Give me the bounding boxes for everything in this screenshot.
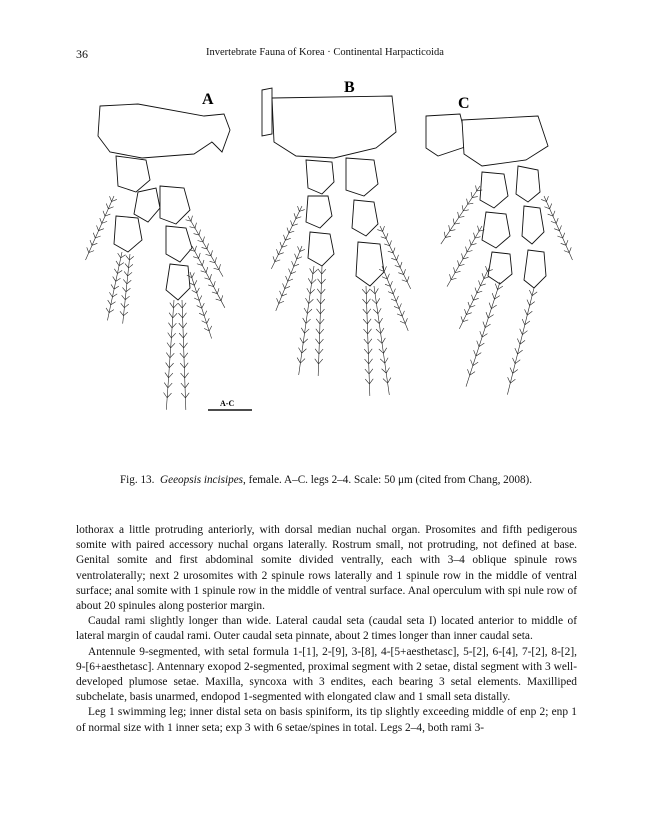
panel-label-c: C [458,95,470,112]
panel-label-b: B [344,79,355,96]
caption-prefix: Fig. 13. [119,474,155,486]
legs-illustration [76,76,576,448]
figure-caption [76,474,576,486]
caption-species: Geeopsis incisipes [160,474,244,486]
scale-bar-label: A-C [220,399,235,408]
caption-rest: , female. A–C. legs 2–4. Scale: 50 μm (cited from Chang, 2008). [243,474,533,486]
running-title: Invertebrate Fauna of Korea · Continental Harpacticoida [206,47,444,58]
figure-13 [76,76,576,448]
panel-label-a: A [202,91,214,108]
paragraph: Caudal rami slightly longer than wide. Lateral caudal seta (caudal seta I) located anterior to middle of lateral margin of caudal rami. Outer caudal seta pinnate, about 2 times longer than inner caudal seta. [76,615,577,643]
leg-drawing-c [426,114,576,396]
leg-drawing-a [82,104,230,410]
page-number: 36 [76,47,88,61]
body-text [76,523,577,736]
paragraph: lothorax a little protruding anteriorly, with dorsal median nuchal organ. Prosomites and fifth pedigerous somite with paired accessory nuchal organs laterally. Rostrum small, not protruding, not defined at base. Genital somite and first abdominal somite divided ventrally, each with 3–4 oblique spinule rows ventrolaterally; next 2 urosomites with 2 spinule rows laterally and 1 spinule row in the middle of ventral surface; anal somite with 1 spinule row in the middle of ventral surface. Anal operculum with spi nule row of about 20 spinules along posterior margin. [76,524,577,613]
paragraph: Antennule 9-segmented, with setal formula 1-[1], 2-[9], 3-[8], 4-[5+aesthetasc], 5-[2], 6-[4], 7-[2], 8-[2], 9-[6+aesthetasc]. Antennary exopod 2-segmented, proximal segment with 2 setae, distal segment with 3 well-developed plumose setae. Maxilla, syncoxa with 3 endites, each bearing 3 setal elements. Maxilliped subchelate, basis unarmed, endopod 1-segmented with elongated claw and 1 small seta distally. [76,645,577,704]
leg-drawing-b [262,88,414,396]
paragraph: Leg 1 swimming leg; inner distal seta on basis spiniform, its tip slightly exceeding middle of enp 2; enp 1 of normal size with 1 inner seta; exp 3 with 6 setae/spines in total. Legs 2–4, both rami 3- [76,706,577,734]
